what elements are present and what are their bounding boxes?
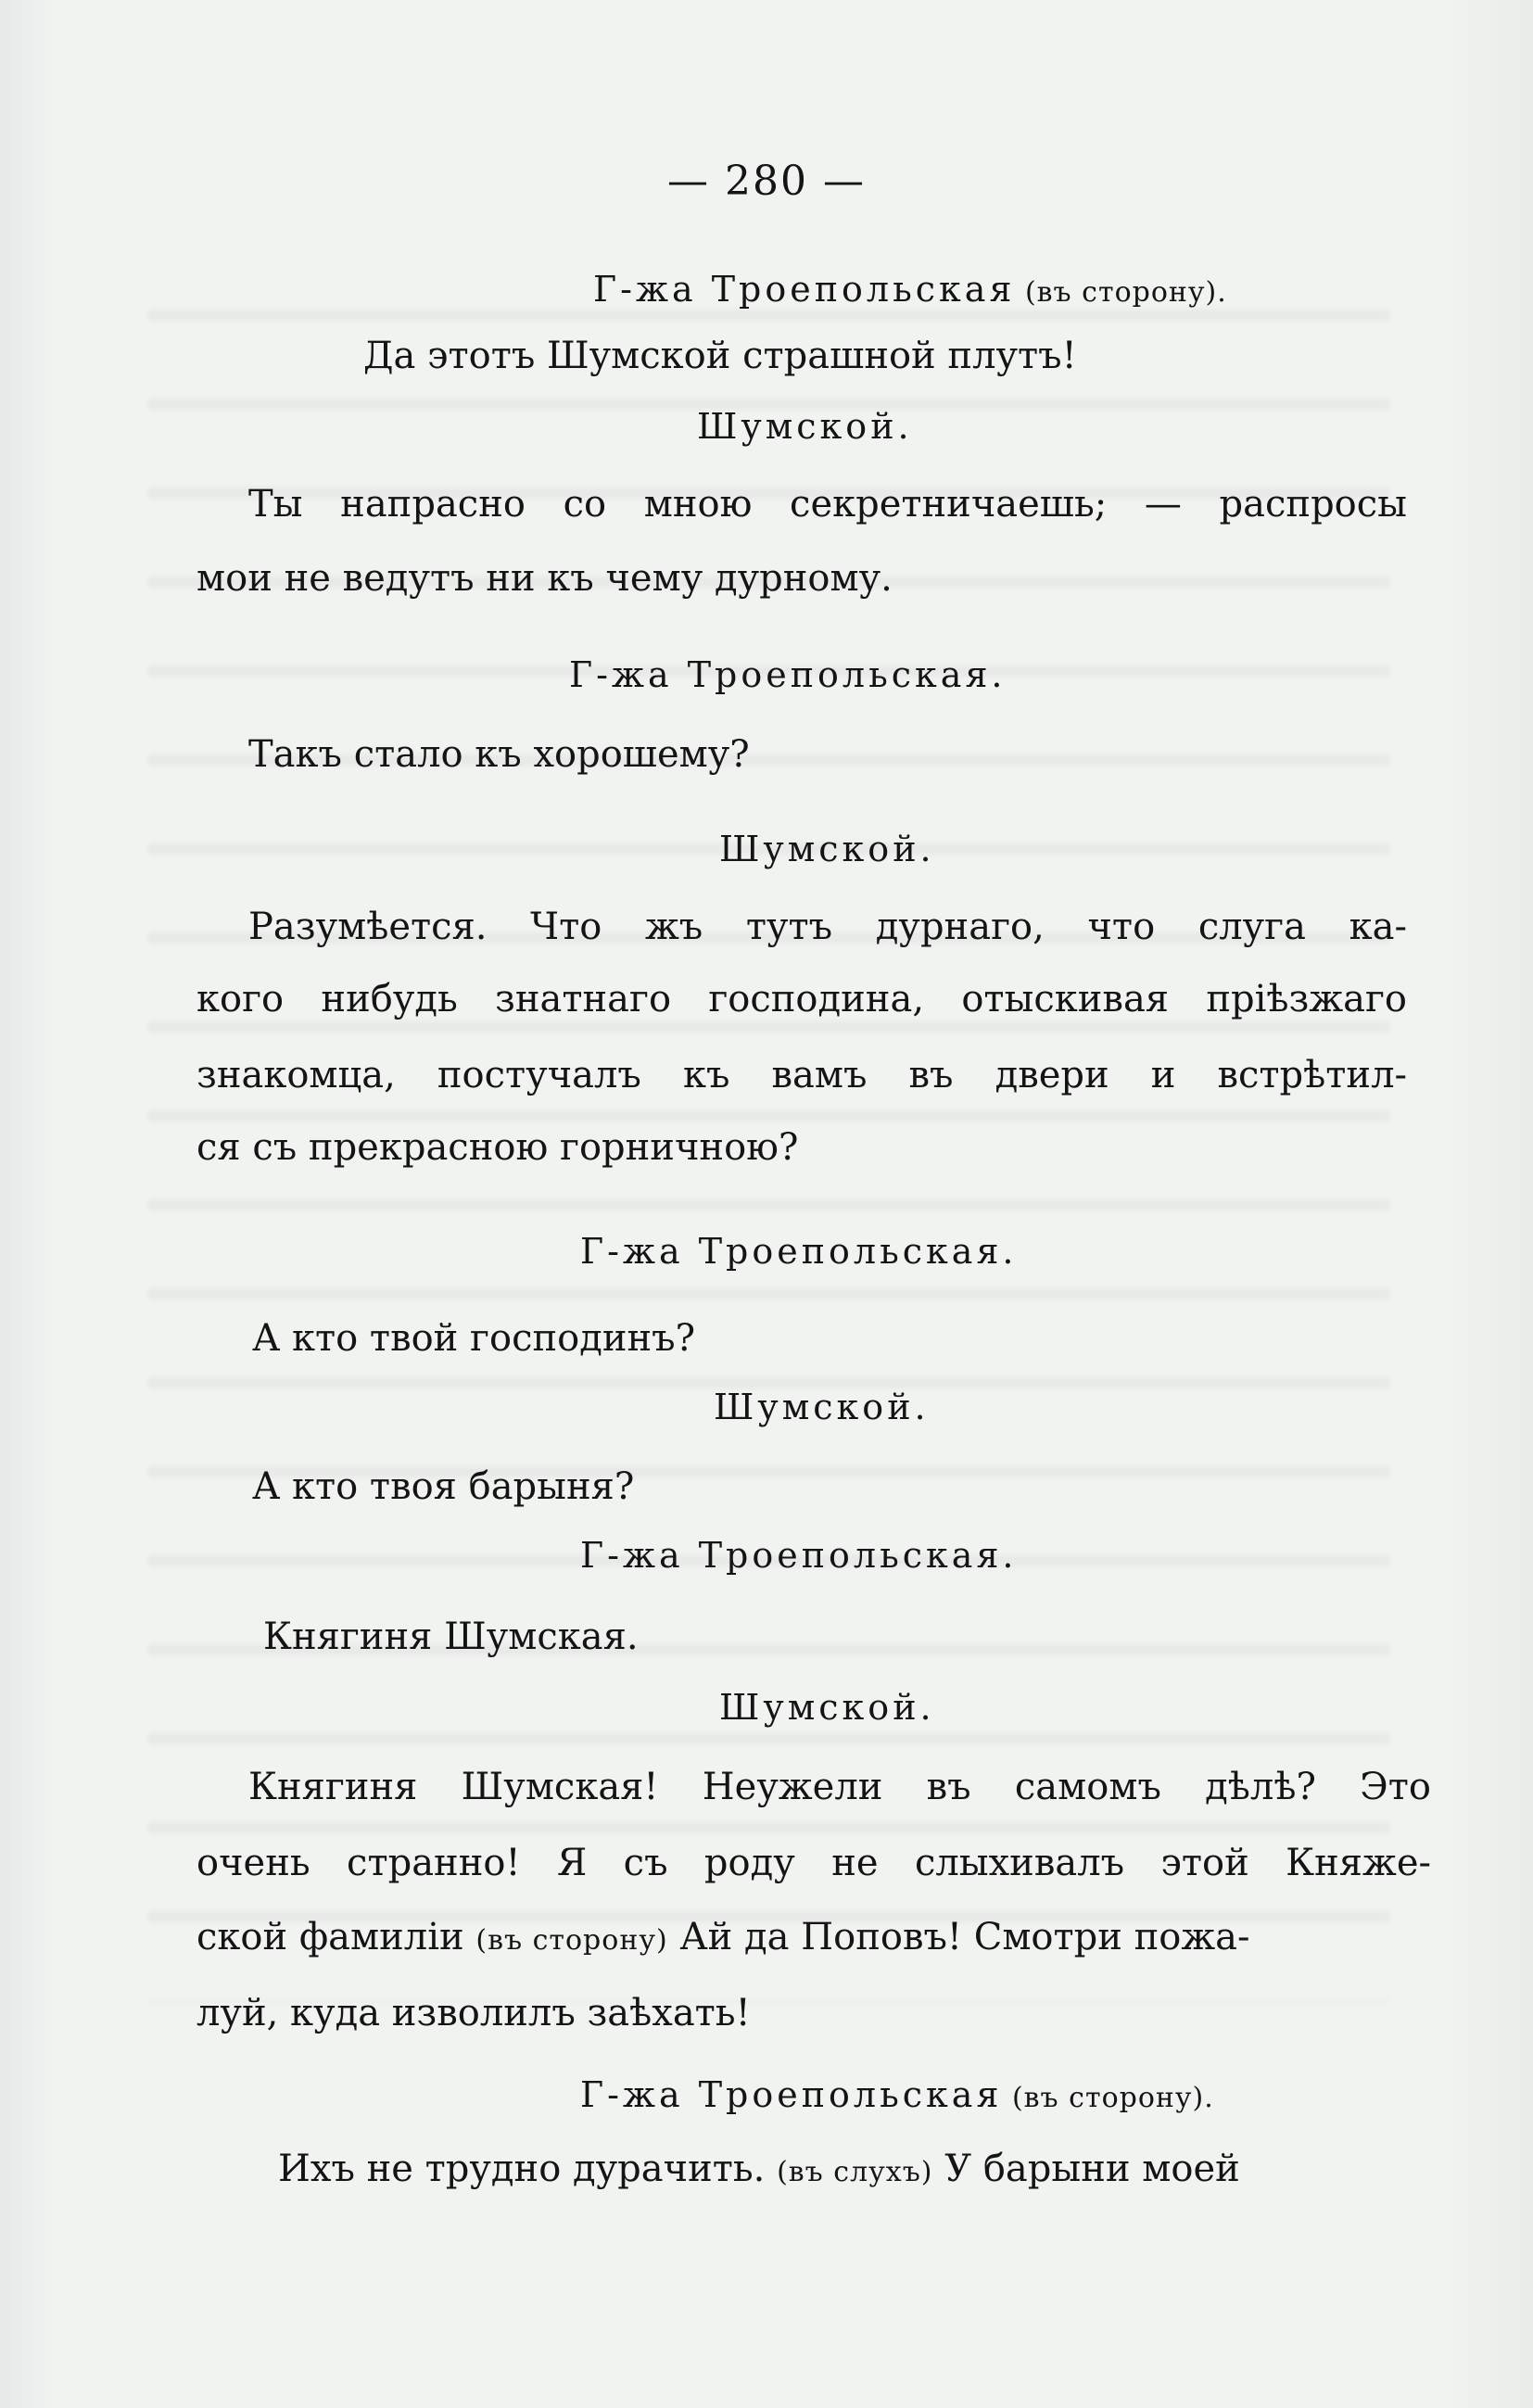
speaker-heading <box>714 1385 930 1429</box>
speaker-heading <box>719 1685 935 1730</box>
speaker-heading <box>719 827 935 871</box>
line-text: Ты напрасно со мною секретничаешь; — распросы <box>248 483 1407 526</box>
speaker-heading <box>580 1229 1018 1274</box>
line-text: Ай да Поповъ! Смотри пожа- <box>667 1916 1250 1958</box>
speaker-heading-with-aside <box>593 267 1227 315</box>
speaker-name: Г-жа Троепольская. <box>569 654 1007 695</box>
text-line <box>363 334 1077 378</box>
speaker-heading <box>569 653 1007 697</box>
stage-direction: (въ слухъ) <box>777 2156 933 2188</box>
speaker-name: Шумской. <box>714 1387 930 1427</box>
text-line <box>248 905 1407 949</box>
stage-direction: (въ сторону). <box>1015 276 1227 309</box>
line-text: У барыни моей <box>932 2148 1240 2190</box>
text-line <box>196 556 893 601</box>
speaker-name: Шумской. <box>697 406 913 447</box>
text-line <box>248 1765 1431 1809</box>
text-line <box>196 977 1407 1021</box>
stage-direction: (въ сторону). <box>1002 2082 1214 2114</box>
line-text: Княгиня Шумская! Неужели въ самомъ дѣлѣ? Это <box>248 1766 1431 1808</box>
speaker-name: Г-жа Троепольская. <box>580 1535 1018 1576</box>
speaker-name: Г-жа Троепольская <box>580 2074 1003 2115</box>
speaker-name: Шумской. <box>719 1687 935 1728</box>
text-line <box>263 1615 639 1659</box>
line-text: луй, куда изволилъ заѣхать! <box>196 1992 751 2034</box>
text-line <box>196 1053 1407 1097</box>
line-text: А кто твоя барыня? <box>252 1465 635 1508</box>
line-text: знакомца, постучалъ къ вамъ въ двери и встрѣтил- <box>196 1054 1407 1096</box>
speaker-name: Шумской. <box>719 829 935 869</box>
speaker-heading <box>580 1533 1018 1578</box>
line-text: Княгиня Шумская. <box>263 1616 639 1658</box>
stage-direction: (въ сторону) <box>475 1924 668 1957</box>
line-text: Разумѣется. Что жъ тутъ дурнаго, что слуга ка- <box>248 906 1407 948</box>
line-text: кого нибудь знатнаго господина, отыскивая пріѣзжаго <box>196 978 1407 1020</box>
text-line <box>196 1125 798 1170</box>
line-text: ся съ прекрасною горничною? <box>196 1126 799 1169</box>
line-text: мои не ведутъ ни къ чему дурному. <box>196 557 893 600</box>
page-number: — 280 — <box>667 158 866 205</box>
speaker-name: Г-жа Троепольская. <box>580 1231 1018 1272</box>
text-line <box>252 1316 695 1361</box>
line-text: А кто твой господинъ? <box>252 1317 696 1360</box>
text-line <box>196 1991 751 2035</box>
line-text: очень странно! Я съ роду не слыхивалъ этой Княже- <box>196 1842 1431 1884</box>
text-line-with-aside <box>196 1915 1250 1963</box>
text-line <box>248 482 1407 526</box>
text-line-with-aside <box>278 2147 1240 2195</box>
line-text: Ихъ не трудно дурачить. <box>278 2148 778 2190</box>
text-line <box>196 1841 1431 1885</box>
speaker-heading-with-aside <box>580 2072 1214 2121</box>
text-line <box>248 732 750 777</box>
line-text: Да этотъ Шумской страшной плутъ! <box>363 335 1077 377</box>
speaker-name: Г-жа Троепольская <box>593 269 1016 310</box>
text-line <box>252 1464 634 1509</box>
speaker-heading <box>697 404 913 449</box>
line-text: Такъ стало къ хорошему? <box>248 733 750 776</box>
line-text: ской фамиліи <box>196 1916 476 1958</box>
